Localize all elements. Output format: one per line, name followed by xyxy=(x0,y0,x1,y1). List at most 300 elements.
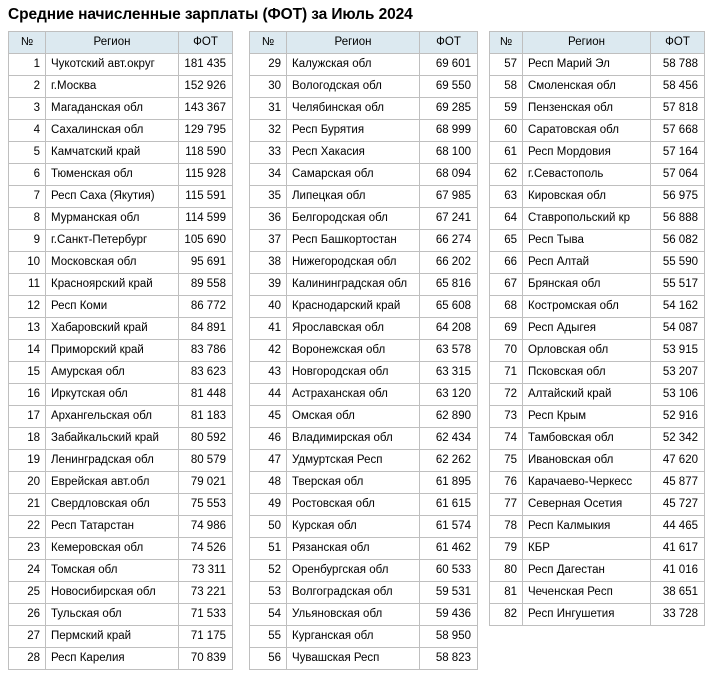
cell-salary: 59 531 xyxy=(420,582,478,604)
cell-rank: 15 xyxy=(9,362,46,384)
table-row xyxy=(490,318,705,340)
cell-salary: 68 999 xyxy=(420,120,478,142)
cell-region: Удмуртская Респ xyxy=(287,450,420,472)
cell-salary: 45 877 xyxy=(651,472,705,494)
cell-rank: 29 xyxy=(250,54,287,76)
cell-region: Астраханская обл xyxy=(287,384,420,406)
cell-region: Кемеровская обл xyxy=(46,538,179,560)
cell-rank: 59 xyxy=(490,98,523,120)
cell-region: Орловская обл xyxy=(523,340,651,362)
cell-rank: 39 xyxy=(250,274,287,296)
table-row xyxy=(490,120,705,142)
cell-salary: 63 578 xyxy=(420,340,478,362)
cell-salary: 47 620 xyxy=(651,450,705,472)
cell-salary: 66 274 xyxy=(420,230,478,252)
table-row xyxy=(9,582,233,604)
cell-rank: 79 xyxy=(490,538,523,560)
cell-salary: 84 891 xyxy=(179,318,233,340)
table-row xyxy=(9,384,233,406)
cell-rank: 7 xyxy=(9,186,46,208)
cell-region: Забайкальский край xyxy=(46,428,179,450)
cell-region: Курская обл xyxy=(287,516,420,538)
header-num: № xyxy=(9,32,46,54)
cell-salary: 95 691 xyxy=(179,252,233,274)
table-row xyxy=(250,428,478,450)
cell-rank: 45 xyxy=(250,406,287,428)
cell-salary: 80 579 xyxy=(179,450,233,472)
table-row xyxy=(250,318,478,340)
cell-rank: 32 xyxy=(250,120,287,142)
table-row xyxy=(250,230,478,252)
cell-region: Брянская обл xyxy=(523,274,651,296)
cell-region: Калужская обл xyxy=(287,54,420,76)
cell-region: Тверская обл xyxy=(287,472,420,494)
cell-rank: 34 xyxy=(250,164,287,186)
table-row xyxy=(250,604,478,626)
cell-rank: 30 xyxy=(250,76,287,98)
table-row xyxy=(9,54,233,76)
cell-salary: 61 615 xyxy=(420,494,478,516)
cell-salary: 67 985 xyxy=(420,186,478,208)
cell-salary: 181 435 xyxy=(179,54,233,76)
table-row xyxy=(9,252,233,274)
table-row xyxy=(9,296,233,318)
cell-rank: 51 xyxy=(250,538,287,560)
cell-rank: 12 xyxy=(9,296,46,318)
cell-region: Мурманская обл xyxy=(46,208,179,230)
table-row xyxy=(250,252,478,274)
cell-salary: 57 164 xyxy=(651,142,705,164)
cell-region: Респ Коми xyxy=(46,296,179,318)
table-row xyxy=(250,208,478,230)
cell-region: Рязанская обл xyxy=(287,538,420,560)
cell-salary: 74 526 xyxy=(179,538,233,560)
cell-region: Ставропольский кр xyxy=(523,208,651,230)
table-row xyxy=(250,648,478,670)
cell-salary: 105 690 xyxy=(179,230,233,252)
cell-region: Хабаровский край xyxy=(46,318,179,340)
cell-rank: 9 xyxy=(9,230,46,252)
cell-region: Северная Осетия xyxy=(523,494,651,516)
cell-region: Ивановская обл xyxy=(523,450,651,472)
table-row xyxy=(9,98,233,120)
cell-region: Пермский край xyxy=(46,626,179,648)
cell-salary: 62 434 xyxy=(420,428,478,450)
table-row xyxy=(9,494,233,516)
cell-region: г.Санкт-Петербург xyxy=(46,230,179,252)
cell-rank: 26 xyxy=(9,604,46,626)
cell-rank: 49 xyxy=(250,494,287,516)
cell-salary: 129 795 xyxy=(179,120,233,142)
cell-salary: 86 772 xyxy=(179,296,233,318)
table-row xyxy=(9,186,233,208)
cell-region: Тюменская обл xyxy=(46,164,179,186)
table-row xyxy=(490,296,705,318)
table-row xyxy=(490,186,705,208)
cell-rank: 77 xyxy=(490,494,523,516)
cell-salary: 41 617 xyxy=(651,538,705,560)
cell-rank: 27 xyxy=(9,626,46,648)
cell-rank: 65 xyxy=(490,230,523,252)
table-row xyxy=(490,582,705,604)
cell-rank: 73 xyxy=(490,406,523,428)
cell-rank: 19 xyxy=(9,450,46,472)
cell-rank: 64 xyxy=(490,208,523,230)
cell-salary: 67 241 xyxy=(420,208,478,230)
table-row xyxy=(490,230,705,252)
cell-rank: 24 xyxy=(9,560,46,582)
cell-region: Волгоградская обл xyxy=(287,582,420,604)
cell-salary: 63 315 xyxy=(420,362,478,384)
table-row xyxy=(250,340,478,362)
cell-rank: 25 xyxy=(9,582,46,604)
table-row xyxy=(250,120,478,142)
cell-rank: 69 xyxy=(490,318,523,340)
cell-rank: 4 xyxy=(9,120,46,142)
cell-region: Иркутская обл xyxy=(46,384,179,406)
cell-rank: 58 xyxy=(490,76,523,98)
cell-region: Амурская обл xyxy=(46,362,179,384)
table-row xyxy=(490,274,705,296)
cell-rank: 82 xyxy=(490,604,523,626)
cell-salary: 59 436 xyxy=(420,604,478,626)
table-body-2 xyxy=(250,54,478,670)
cell-region: Владимирская обл xyxy=(287,428,420,450)
cell-region: Чеченская Респ xyxy=(523,582,651,604)
cell-region: Калининградская обл xyxy=(287,274,420,296)
table-row xyxy=(9,450,233,472)
salary-table-part-2 xyxy=(249,31,478,670)
cell-rank: 1 xyxy=(9,54,46,76)
table-row xyxy=(9,340,233,362)
cell-region: Ярославская обл xyxy=(287,318,420,340)
table-row xyxy=(9,318,233,340)
cell-rank: 44 xyxy=(250,384,287,406)
table-row xyxy=(9,560,233,582)
cell-region: Белгородская обл xyxy=(287,208,420,230)
cell-rank: 41 xyxy=(250,318,287,340)
table-row xyxy=(9,626,233,648)
table-row xyxy=(250,450,478,472)
cell-rank: 8 xyxy=(9,208,46,230)
cell-salary: 53 207 xyxy=(651,362,705,384)
cell-salary: 71 175 xyxy=(179,626,233,648)
header-num: № xyxy=(250,32,287,54)
cell-salary: 75 553 xyxy=(179,494,233,516)
cell-salary: 52 342 xyxy=(651,428,705,450)
table-row xyxy=(9,538,233,560)
cell-salary: 61 895 xyxy=(420,472,478,494)
cell-region: Респ Алтай xyxy=(523,252,651,274)
header-value: ФОТ xyxy=(420,32,478,54)
cell-region: Оренбургская обл xyxy=(287,560,420,582)
cell-rank: 74 xyxy=(490,428,523,450)
cell-region: Смоленская обл xyxy=(523,76,651,98)
table-row xyxy=(250,362,478,384)
cell-salary: 58 950 xyxy=(420,626,478,648)
cell-region: Респ Дагестан xyxy=(523,560,651,582)
cell-rank: 62 xyxy=(490,164,523,186)
table-row xyxy=(9,648,233,670)
table-body-1 xyxy=(9,54,233,670)
table-row xyxy=(250,406,478,428)
cell-rank: 35 xyxy=(250,186,287,208)
tables-container xyxy=(0,31,706,670)
cell-rank: 63 xyxy=(490,186,523,208)
table-row xyxy=(490,428,705,450)
cell-rank: 10 xyxy=(9,252,46,274)
cell-salary: 44 465 xyxy=(651,516,705,538)
cell-region: Вологодская обл xyxy=(287,76,420,98)
cell-region: Кировская обл xyxy=(523,186,651,208)
cell-region: Курганская обл xyxy=(287,626,420,648)
cell-region: Алтайский край xyxy=(523,384,651,406)
cell-region: Респ Башкортостан xyxy=(287,230,420,252)
table-header-row xyxy=(250,32,478,54)
cell-salary: 68 100 xyxy=(420,142,478,164)
cell-rank: 5 xyxy=(9,142,46,164)
cell-region: Ростовская обл xyxy=(287,494,420,516)
cell-region: Нижегородская обл xyxy=(287,252,420,274)
table-row xyxy=(490,560,705,582)
table-row xyxy=(490,340,705,362)
cell-region: Самарская обл xyxy=(287,164,420,186)
cell-region: Краснодарский край xyxy=(287,296,420,318)
cell-rank: 66 xyxy=(490,252,523,274)
cell-rank: 56 xyxy=(250,648,287,670)
cell-rank: 16 xyxy=(9,384,46,406)
table-header-row xyxy=(490,32,705,54)
cell-salary: 61 574 xyxy=(420,516,478,538)
cell-salary: 89 558 xyxy=(179,274,233,296)
cell-rank: 6 xyxy=(9,164,46,186)
cell-region: г.Москва xyxy=(46,76,179,98)
cell-rank: 38 xyxy=(250,252,287,274)
cell-salary: 61 462 xyxy=(420,538,478,560)
header-region: Регион xyxy=(287,32,420,54)
cell-region: Псковская обл xyxy=(523,362,651,384)
cell-rank: 11 xyxy=(9,274,46,296)
cell-salary: 69 601 xyxy=(420,54,478,76)
table-row xyxy=(9,472,233,494)
table-row xyxy=(9,274,233,296)
cell-rank: 52 xyxy=(250,560,287,582)
cell-region: Камчатский край xyxy=(46,142,179,164)
cell-salary: 114 599 xyxy=(179,208,233,230)
cell-region: Респ Тыва xyxy=(523,230,651,252)
table-row xyxy=(490,54,705,76)
table-row xyxy=(490,538,705,560)
cell-salary: 143 367 xyxy=(179,98,233,120)
cell-rank: 57 xyxy=(490,54,523,76)
cell-salary: 57 818 xyxy=(651,98,705,120)
salary-table-part-1 xyxy=(8,31,233,670)
cell-salary: 152 926 xyxy=(179,76,233,98)
cell-rank: 61 xyxy=(490,142,523,164)
cell-salary: 38 651 xyxy=(651,582,705,604)
cell-rank: 78 xyxy=(490,516,523,538)
cell-salary: 58 456 xyxy=(651,76,705,98)
cell-region: Липецкая обл xyxy=(287,186,420,208)
cell-region: Респ Марий Эл xyxy=(523,54,651,76)
cell-region: Респ Адыгея xyxy=(523,318,651,340)
cell-rank: 70 xyxy=(490,340,523,362)
cell-salary: 71 533 xyxy=(179,604,233,626)
header-value: ФОТ xyxy=(179,32,233,54)
table-row xyxy=(490,516,705,538)
cell-rank: 43 xyxy=(250,362,287,384)
cell-salary: 83 786 xyxy=(179,340,233,362)
cell-region: КБР xyxy=(523,538,651,560)
cell-rank: 71 xyxy=(490,362,523,384)
cell-salary: 65 608 xyxy=(420,296,478,318)
cell-salary: 73 221 xyxy=(179,582,233,604)
cell-region: Карачаево-Черкесс xyxy=(523,472,651,494)
cell-region: Пензенская обл xyxy=(523,98,651,120)
cell-region: Воронежская обл xyxy=(287,340,420,362)
cell-rank: 36 xyxy=(250,208,287,230)
table-row xyxy=(490,362,705,384)
table-row xyxy=(9,142,233,164)
cell-region: Московская обл xyxy=(46,252,179,274)
cell-salary: 74 986 xyxy=(179,516,233,538)
table-row xyxy=(250,142,478,164)
cell-rank: 33 xyxy=(250,142,287,164)
cell-rank: 23 xyxy=(9,538,46,560)
cell-salary: 45 727 xyxy=(651,494,705,516)
cell-salary: 57 064 xyxy=(651,164,705,186)
table-row xyxy=(490,142,705,164)
header-value: ФОТ xyxy=(651,32,705,54)
cell-region: Респ Бурятия xyxy=(287,120,420,142)
cell-salary: 62 890 xyxy=(420,406,478,428)
table-row xyxy=(490,494,705,516)
cell-salary: 83 623 xyxy=(179,362,233,384)
table-row xyxy=(490,252,705,274)
cell-rank: 76 xyxy=(490,472,523,494)
cell-salary: 69 550 xyxy=(420,76,478,98)
cell-salary: 68 094 xyxy=(420,164,478,186)
cell-region: Сахалинская обл xyxy=(46,120,179,142)
table-row xyxy=(9,230,233,252)
table-body-3 xyxy=(490,54,705,626)
cell-region: Ульяновская обл xyxy=(287,604,420,626)
table-row xyxy=(490,450,705,472)
cell-salary: 80 592 xyxy=(179,428,233,450)
cell-rank: 50 xyxy=(250,516,287,538)
cell-rank: 3 xyxy=(9,98,46,120)
cell-salary: 54 087 xyxy=(651,318,705,340)
cell-salary: 73 311 xyxy=(179,560,233,582)
cell-rank: 21 xyxy=(9,494,46,516)
cell-region: Тульская обл xyxy=(46,604,179,626)
cell-rank: 17 xyxy=(9,406,46,428)
cell-region: Челябинская обл xyxy=(287,98,420,120)
cell-region: Еврейская авт.обл xyxy=(46,472,179,494)
cell-rank: 55 xyxy=(250,626,287,648)
cell-salary: 66 202 xyxy=(420,252,478,274)
table-row xyxy=(250,76,478,98)
cell-salary: 56 082 xyxy=(651,230,705,252)
table-row xyxy=(250,98,478,120)
table-row xyxy=(250,274,478,296)
cell-region: Респ Ингушетия xyxy=(523,604,651,626)
table-row xyxy=(490,384,705,406)
cell-salary: 79 021 xyxy=(179,472,233,494)
cell-rank: 22 xyxy=(9,516,46,538)
cell-rank: 28 xyxy=(9,648,46,670)
cell-rank: 20 xyxy=(9,472,46,494)
cell-salary: 70 839 xyxy=(179,648,233,670)
cell-rank: 67 xyxy=(490,274,523,296)
cell-salary: 56 888 xyxy=(651,208,705,230)
cell-region: Чукотский авт.округ xyxy=(46,54,179,76)
cell-region: Приморский край xyxy=(46,340,179,362)
cell-rank: 18 xyxy=(9,428,46,450)
cell-region: Респ Татарстан xyxy=(46,516,179,538)
cell-region: Тамбовская обл xyxy=(523,428,651,450)
cell-salary: 60 533 xyxy=(420,560,478,582)
cell-region: Респ Хакасия xyxy=(287,142,420,164)
table-row xyxy=(9,208,233,230)
cell-salary: 69 285 xyxy=(420,98,478,120)
cell-region: Респ Карелия xyxy=(46,648,179,670)
cell-rank: 47 xyxy=(250,450,287,472)
cell-region: Чувашская Респ xyxy=(287,648,420,670)
table-header-row xyxy=(9,32,233,54)
table-row xyxy=(250,54,478,76)
cell-salary: 56 975 xyxy=(651,186,705,208)
cell-salary: 65 816 xyxy=(420,274,478,296)
cell-salary: 55 517 xyxy=(651,274,705,296)
cell-salary: 62 262 xyxy=(420,450,478,472)
table-row xyxy=(250,560,478,582)
table-row xyxy=(250,164,478,186)
table-row xyxy=(250,472,478,494)
cell-rank: 46 xyxy=(250,428,287,450)
table-row xyxy=(490,604,705,626)
cell-salary: 81 448 xyxy=(179,384,233,406)
cell-rank: 13 xyxy=(9,318,46,340)
table-row xyxy=(9,516,233,538)
cell-rank: 72 xyxy=(490,384,523,406)
table-row xyxy=(490,406,705,428)
cell-salary: 64 208 xyxy=(420,318,478,340)
table-row xyxy=(9,362,233,384)
cell-region: Новосибирская обл xyxy=(46,582,179,604)
cell-region: Омская обл xyxy=(287,406,420,428)
table-row xyxy=(250,626,478,648)
table-row xyxy=(9,406,233,428)
cell-salary: 53 915 xyxy=(651,340,705,362)
cell-salary: 57 668 xyxy=(651,120,705,142)
cell-rank: 68 xyxy=(490,296,523,318)
cell-region: Респ Саха (Якутия) xyxy=(46,186,179,208)
cell-region: Красноярский край xyxy=(46,274,179,296)
table-row xyxy=(490,98,705,120)
cell-rank: 40 xyxy=(250,296,287,318)
cell-rank: 81 xyxy=(490,582,523,604)
cell-region: Респ Калмыкия xyxy=(523,516,651,538)
cell-region: Костромская обл xyxy=(523,296,651,318)
cell-salary: 63 120 xyxy=(420,384,478,406)
header-num: № xyxy=(490,32,523,54)
cell-rank: 54 xyxy=(250,604,287,626)
cell-rank: 37 xyxy=(250,230,287,252)
cell-region: Ленинградская обл xyxy=(46,450,179,472)
cell-region: Саратовская обл xyxy=(523,120,651,142)
cell-region: Свердловская обл xyxy=(46,494,179,516)
